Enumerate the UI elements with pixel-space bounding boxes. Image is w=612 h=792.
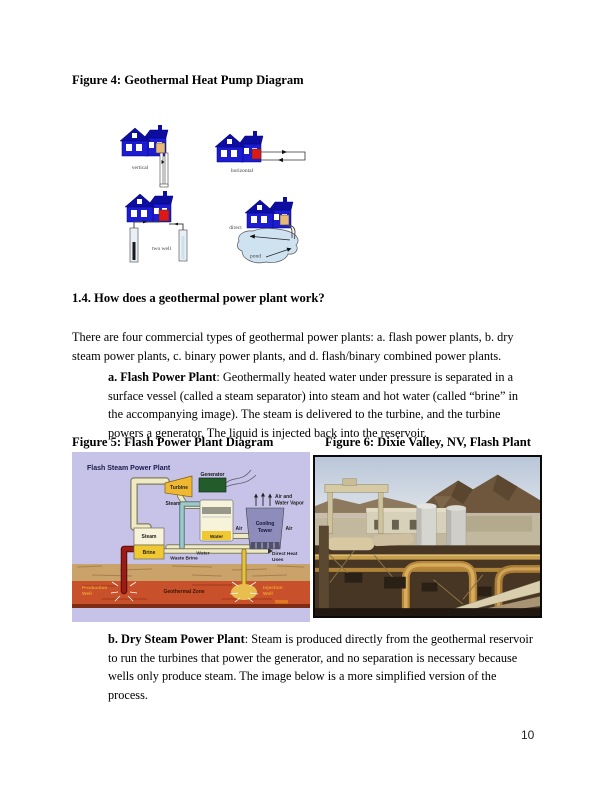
label-pond: pond xyxy=(250,253,261,260)
page-number: 10 xyxy=(521,728,535,742)
label-airvap-line1: Air and xyxy=(275,494,293,500)
label-cooling-line1: Cooling xyxy=(255,521,275,527)
diagram-footer-band xyxy=(72,608,310,622)
diagram-title: Flash Steam Power Plant xyxy=(87,465,171,472)
label-turbine: Turbine xyxy=(170,485,188,491)
label-horizontal: horizontal xyxy=(230,168,254,174)
section-heading: 1.4. How does a geothermal power plant work? xyxy=(72,291,325,305)
label-airvap-line2: Water Vapor xyxy=(275,500,304,507)
flash-paragraph-lead: a. Flash Power Plant xyxy=(108,370,217,384)
figure4-caption: Figure 4: Geothermal Heat Pump Diagram xyxy=(72,73,304,87)
injection-zone xyxy=(231,584,257,600)
label-water-pipe: Water xyxy=(196,551,210,557)
label-geothermal-zone: Geothermal Zone xyxy=(163,589,205,595)
flash-paragraph-body: : Geothermally heated water under pressure is separated in a surface vessel (called a steam separator) into steam and hot water (called “brine” in the accompanying image). The steam is delivered to the turbine, and the turbine powers a generator. The liquid is injected back into the reservoir. xyxy=(108,370,519,440)
figure5-caption: Figure 5: Flash Power Plant Diagram xyxy=(72,435,274,449)
label-injection-line1: Injection xyxy=(263,586,283,591)
label-direct-heat-line2: Uses xyxy=(272,558,284,563)
figure6-image xyxy=(313,455,542,618)
label-steam-pipe: Steam xyxy=(165,501,181,507)
house-vertical-icon xyxy=(120,125,168,187)
figure6-caption: Figure 6: Dixie Valley, NV, Flash Plant xyxy=(325,435,531,449)
figure5-image xyxy=(72,452,310,622)
label-two-well: two well xyxy=(151,246,172,252)
label-injection-line2: Well xyxy=(263,592,273,597)
label-separator-steam: Steam xyxy=(141,534,157,540)
label-production-line1: Production xyxy=(82,586,108,591)
generator-shape xyxy=(199,478,226,492)
label-cooling-line2: Tower xyxy=(257,528,273,534)
house-pond-icon xyxy=(237,197,298,263)
credit-mark xyxy=(275,600,288,604)
intro-paragraph: There are four commercial types of geothermal power plants: a. flash power plants, b. dry steam power plants, c. binary power plants, and d. flash/binary combined power plants. xyxy=(72,330,514,363)
label-vertical: vertical xyxy=(131,165,149,171)
dry-steam-paragraph-lead: b. Dry Steam Power Plant xyxy=(108,632,245,646)
label-separator-brine: Brine xyxy=(142,550,156,556)
label-direct: direct xyxy=(229,225,242,231)
dry-steam-paragraph-body: : Steam is produced directly from the geothermal reservoir to run the turbines that power the generator, and no separation is necessary because wells only produce steam. The image below is a more simplified version of the process. xyxy=(108,632,533,702)
dixie-valley-photo xyxy=(315,457,540,616)
figure4-heat-pump-image xyxy=(100,118,320,283)
label-air-right: Air xyxy=(285,526,293,532)
label-production-line2: Well xyxy=(82,592,92,597)
house-horizontal-icon xyxy=(215,131,305,162)
flash-paragraph xyxy=(108,368,536,442)
label-air-left: Air xyxy=(235,526,243,532)
label-direct-heat-line1: Direct Heat xyxy=(272,552,298,557)
dry-steam-paragraph xyxy=(108,630,536,704)
pond-shape xyxy=(237,228,298,262)
deep-layer xyxy=(72,604,310,608)
label-condenser-water: Water xyxy=(209,535,224,540)
label-waste-brine: Waste Brine xyxy=(170,556,198,562)
label-generator: Generator xyxy=(200,472,225,478)
